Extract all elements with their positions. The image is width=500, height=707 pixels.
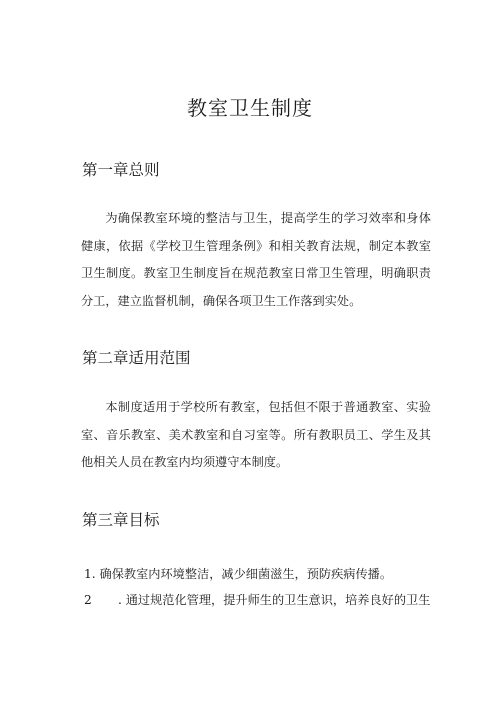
section-heading-general: 第一章总则 (82, 161, 160, 179)
document-title: 教室卫生制度 (187, 96, 313, 120)
goal-item-text: . 通过规范化管理，提升师生的卫生意识，培养良好的卫生 (118, 593, 431, 607)
goal-item-number: 1 (84, 567, 92, 581)
section-heading-scope: 第二章适用范围 (82, 349, 191, 367)
section-body-scope: 本制度适用于学校所有教室，包括但不限于普通教室、实验室、音乐教室、美术教室和自习室等。所有教职员工、学生及其他相关人员在教室内均须遵守本制度。 (81, 400, 431, 469)
section-body-general: 为确保教室环境的整洁与卫生，提高学生的学习效率和身体健康，依据《学校卫生管理条例》和相关教育法规，制定本教室卫生制度。教室卫生制度旨在规范教室日常卫生管理，明确职责分工，建立监督机制，确保各项卫生工作落到实处。 (81, 211, 431, 308)
goal-item-2 (84, 590, 444, 610)
section-heading-goals: 第三章目标 (82, 511, 160, 529)
goal-item-text: . 确保教室内环境整洁，减少细菌滋生，预防疾病传播。 (91, 567, 393, 581)
goal-item-1 (84, 564, 444, 584)
goal-item-number: 2 (84, 593, 92, 607)
